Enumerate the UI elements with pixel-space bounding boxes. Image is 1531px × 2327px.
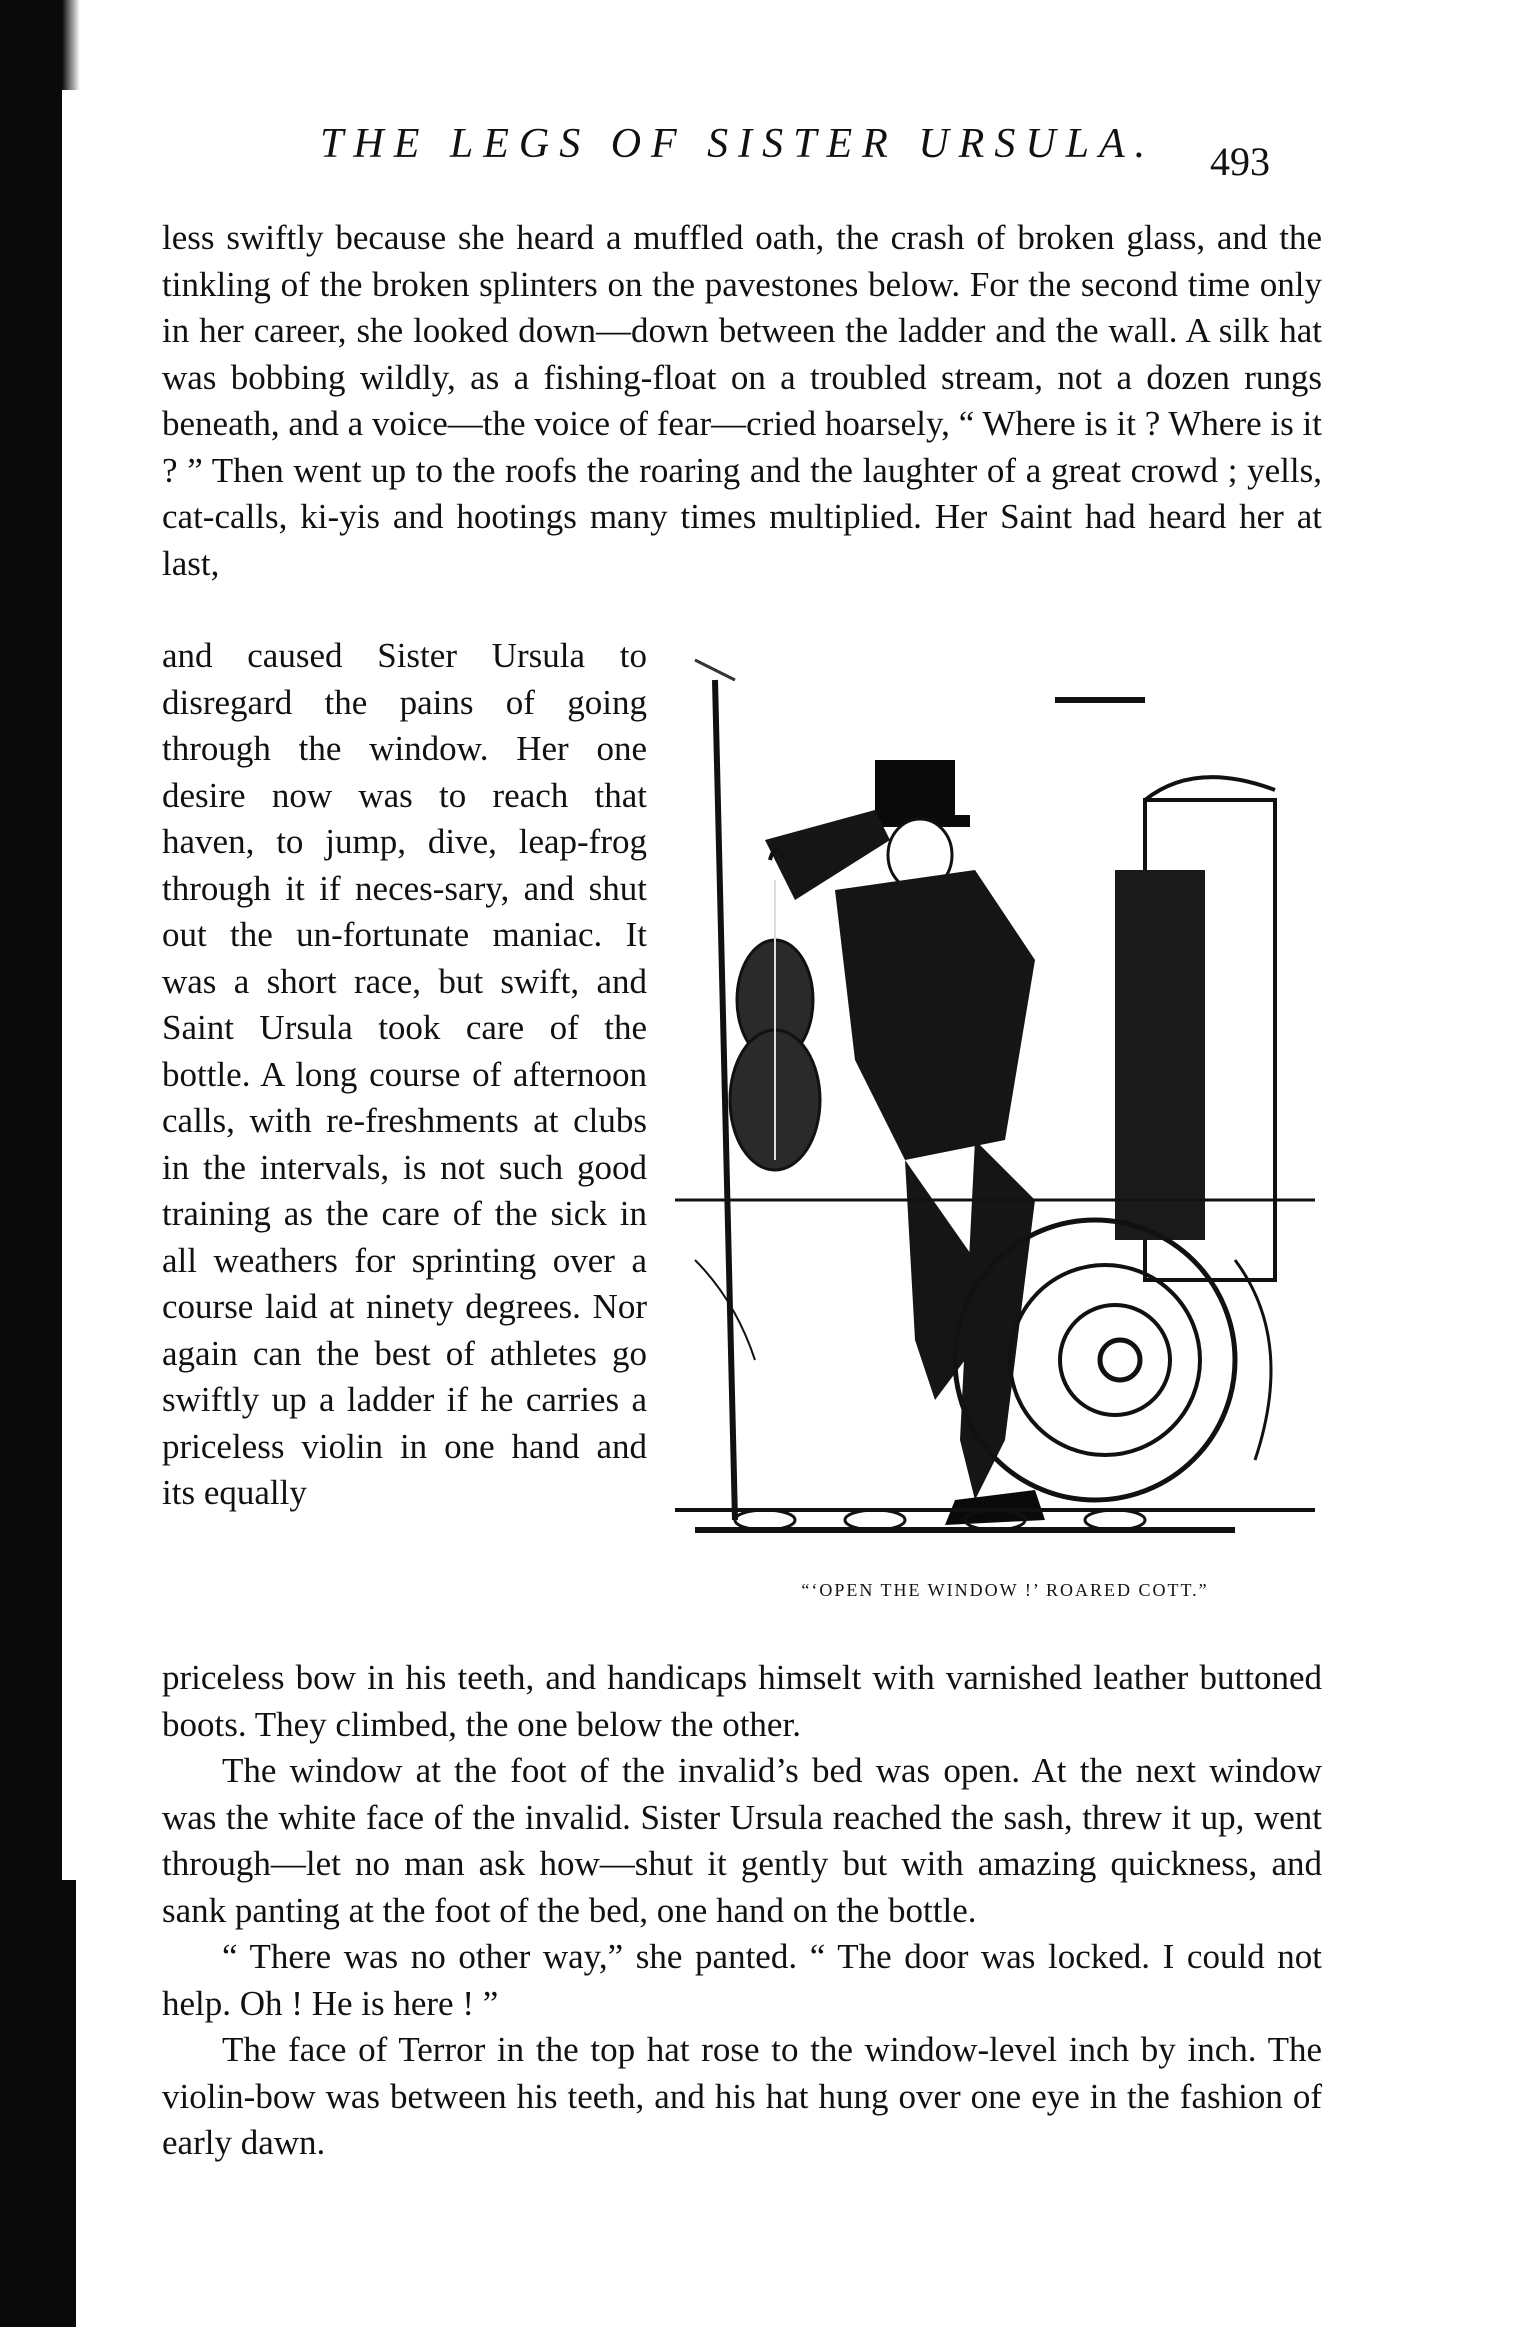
running-title: THE LEGS OF SISTER URSULA.	[320, 121, 1156, 167]
top-paragraph: less swiftly because she heard a muffled oath, the crash of broken glass, and the tinkling of the broken splinters on the pavestones below. For the second time only in her career, she looked down—down between the ladder and the wall. A silk hat was bobbing wildly, as a fishing-float on a troubled stream, not a dozen rungs beneath, and a voice—the voice of fear—cried hoarsely, “ Where is it ? Where is it ? ” Then went up to the roofs the roaring and the laughter of a great crowd ; yells, cat-calls, ki-yis and hootings many times multiplied. Her Saint had heard her at last,	[162, 218, 1322, 583]
illustration-caption: “‘OPEN THE WINDOW !’ ROARED COTT.”	[801, 1580, 1209, 1600]
scan-edge-shadow	[62, 0, 80, 90]
window-frame-right	[1055, 700, 1275, 1280]
paragraph-window-open: The window at the foot of the invalid’s bed was open. At the next window was the white face of the invalid. Sister Ursula reached the sash, threw it up, went through—let no man ask how—shut it gently but with amazing quickness, and sank panting at the foot of the bed, one hand on the bottle.	[162, 1751, 1322, 1930]
continuation-paragraph: priceless bow in his teeth, and handicaps himselt with varnished leather buttoned boots. They climbed, the one below the other.	[162, 1658, 1322, 1744]
scan-edge-bottom	[0, 1880, 76, 2327]
paragraph-face-of-terror: The face of Terror in the top hat rose to the window-level inch by inch. The violin-bow was between his teeth, and his hat hung over one eye in the fashion of early dawn.	[162, 2030, 1322, 2162]
violin	[730, 850, 820, 1170]
illustration-violinist-on-ladder	[675, 640, 1315, 1560]
paragraph-dialogue: “ There was no other way,” she panted. “ The door was locked. I could not help. Oh ! He is here ! ”	[162, 1937, 1322, 2023]
narrow-column-text: and caused Sister Ursula to disregard the pains of going through the window. Her one desire now was to reach that haven, to jump, dive, leap-frog through it if neces-sary, and shut out the un-fortunate maniac. It was a short race, but swift, and Saint Ursula took care of the bottle. A long course of afternoon calls, with re-freshments at clubs in the intervals, is not such good training as the care of the sick in all weathers for sprinting over a course laid at ninety degrees. Nor again can the best of athletes go swiftly up a ladder if he carries a priceless violin in one hand and its equally	[162, 636, 647, 1512]
bottom-text-block	[162, 1655, 1322, 2167]
page-number: 493	[1210, 139, 1270, 184]
